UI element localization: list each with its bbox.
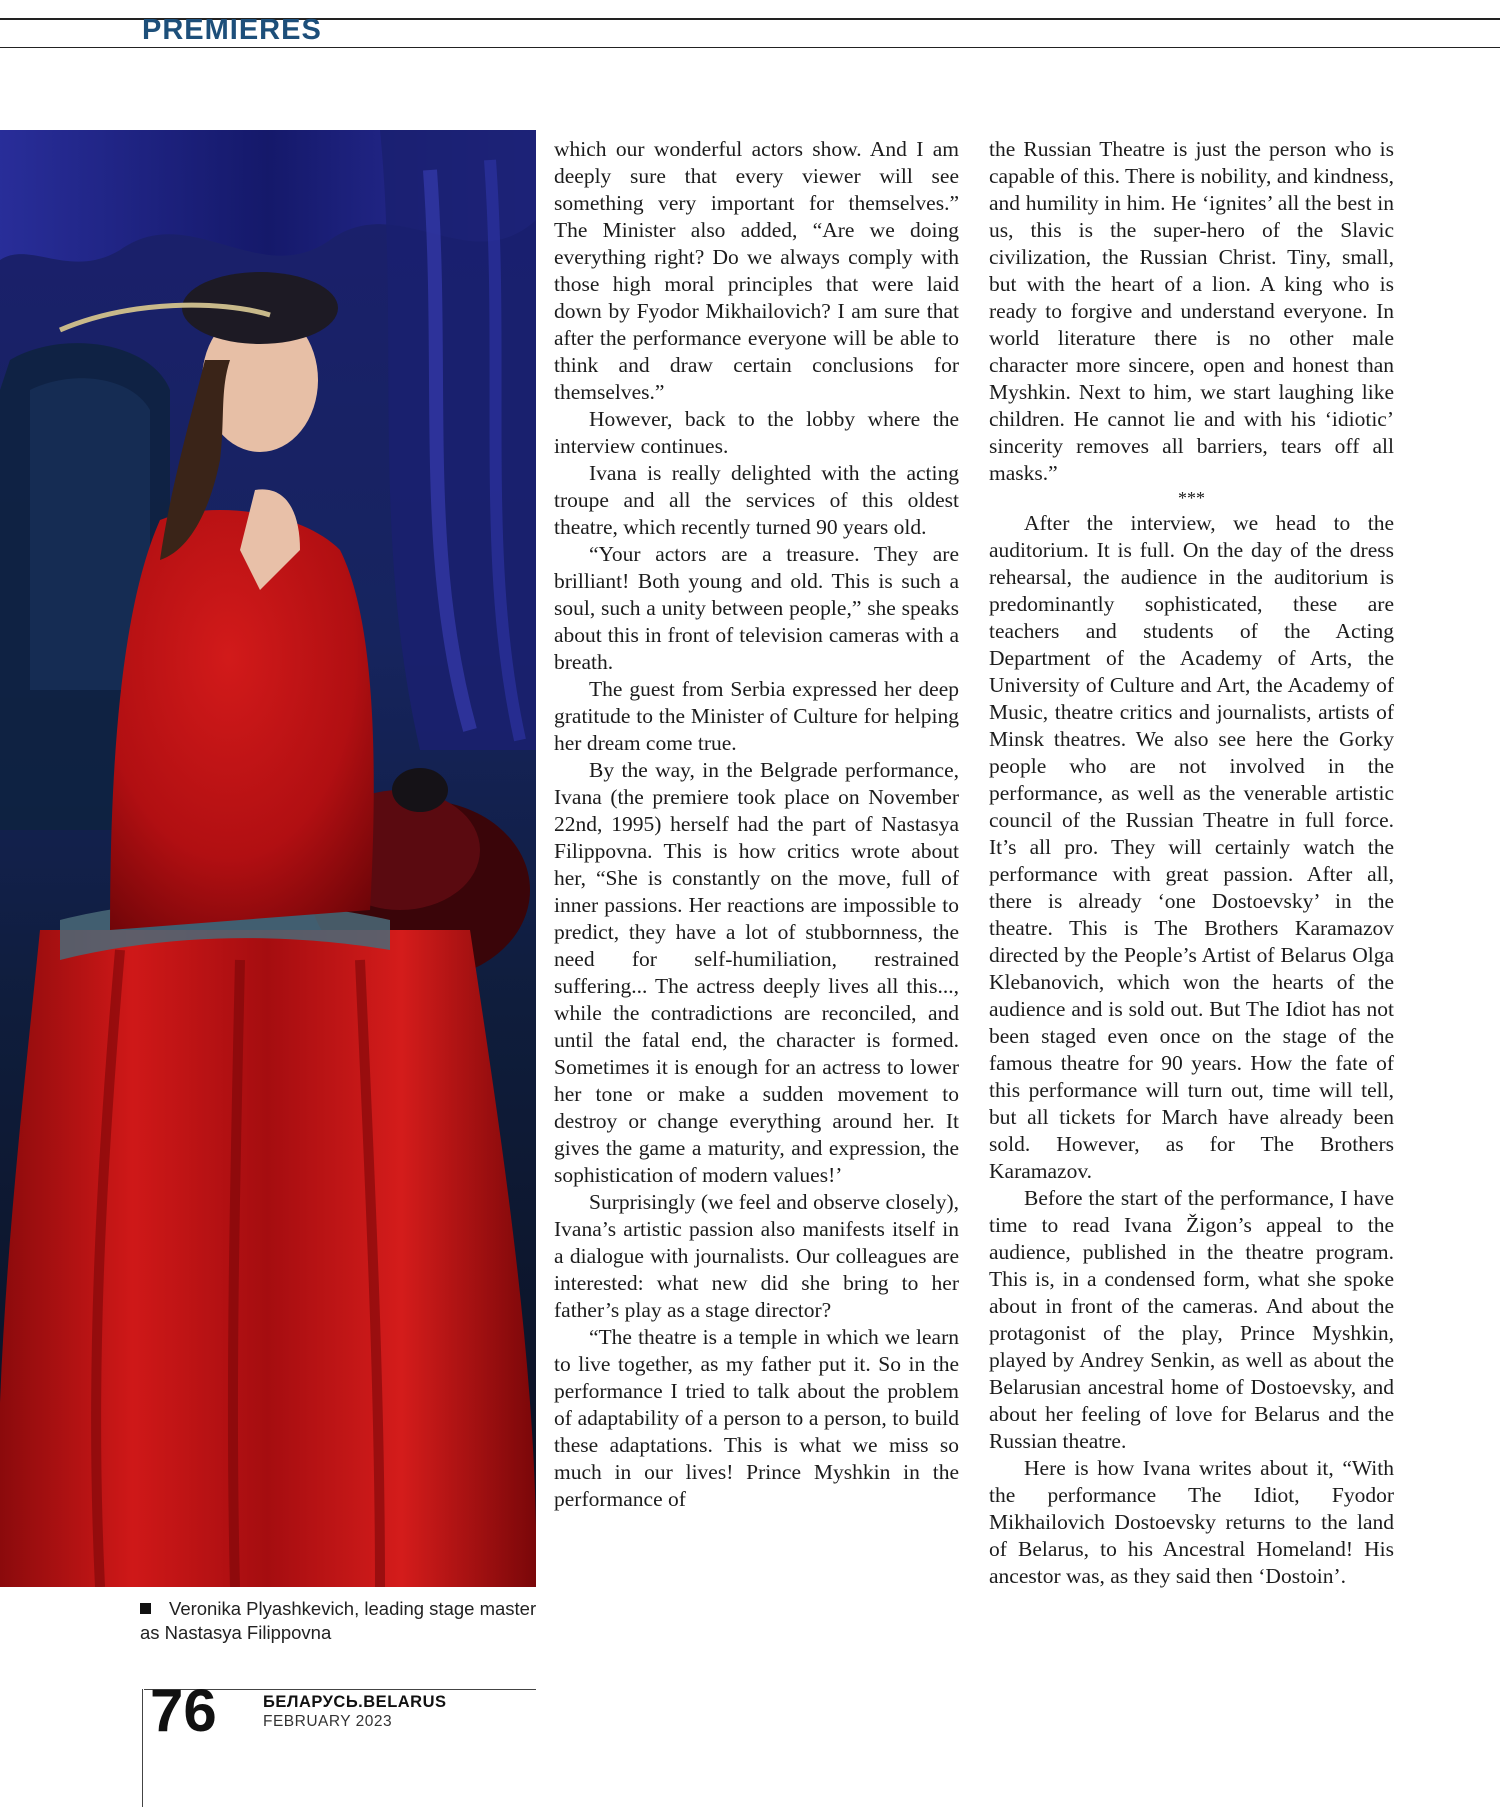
- article-column-1: [554, 136, 959, 1513]
- paragraph: Ivana is really delighted with the acting troupe and all the services of this oldest theatre, which recently turned 90 years old.: [554, 461, 959, 539]
- paragraph: “Your actors are a treasure. They are brilliant! Both young and old. This is such a soul, such a unity between people,” she speaks about this in front of television cameras with a breath.: [554, 542, 959, 674]
- stage-photo: [0, 130, 536, 1587]
- caption-text: Veronika Plyashkevich, leading stage master as Nastasya Filippovna: [140, 1598, 537, 1643]
- section-title: PREMIERES: [142, 14, 322, 46]
- caption-bullet: [140, 1603, 151, 1614]
- header-rule-lower: [0, 47, 1500, 48]
- paragraph: Surprisingly (we feel and observe closely), Ivana’s artistic passion also manifests itself in a dialogue with journalists. Our colleagues are interested: what new did she bring to her father’s play as a stage director?: [554, 1190, 959, 1322]
- article-column-2: [989, 136, 1394, 1590]
- page-number: 76: [150, 1677, 217, 1744]
- section-break: ***: [1178, 488, 1205, 508]
- paragraph: Here is how Ivana writes about it, “With the performance The Idiot, Fyodor Mikhailovich Dostoevsky returns to the land of Belarus, to his Ancestral Homeland! His ancestor was, as they said then ‘Dostoin’.: [989, 1456, 1394, 1588]
- issue-date: FEBRUARY 2023: [263, 1713, 393, 1730]
- photo-caption: [140, 1597, 540, 1645]
- paragraph: Before the start of the performance, I have time to read Ivana Žigon’s appeal to the audience, published in the theatre program. This is, in a condensed form, what she spoke about in front of the cameras. And about the protagonist of the play, Prince Myshkin, played by Andrey Senkin, as well as about the Belarusian ancestral home of Dostoevsky, and about her feeling of love for Belarus and the Russian theatre.: [989, 1186, 1394, 1453]
- paragraph: which our wonderful actors show. And I am deeply sure that every viewer will see something very important for themselves.” The Minister also added, “Are we doing everything right? Do we always comply with those high moral principles that were laid down by Fyodor Mikhailovich? I am sure that after the performance everyone will be able to think and draw certain conclusions for themselves.”: [554, 137, 959, 404]
- paragraph: After the interview, we head to the auditorium. It is full. On the day of the dress rehearsal, the audience in the auditorium is predominantly sophisticated, these are teachers and students of the Acting Department of the Academy of Arts, the University of Culture and Art, the Academy of Music, theatre critics and journalists, artists of Minsk theatres. We also see here the Gorky people who are not involved in the performance, as well as the venerable artistic council of the Russian Theatre in full force. It’s all pro. They will certainly watch the performance with great passion. After all, there is already ‘one Dostoevsky’ in the theatre. This is The Brothers Karamazov directed by the People’s Artist of Belarus Olga Klebanovich, which won the hearts of the audience and is sold out. But The Idiot has not been staged even once on the stage of the famous theatre for 90 years. How the fate of this performance will turn out, time will tell, but all tickets for March have already been sold. However, as for The Brothers Karamazov.: [989, 511, 1394, 1183]
- footer-vertical-rule: [142, 1689, 143, 1807]
- paragraph: The guest from Serbia expressed her deep gratitude to the Minister of Culture for helping her dream come true.: [554, 677, 959, 755]
- magazine-name: БЕЛАРУСЬ.BELARUS: [263, 1693, 447, 1711]
- paragraph: “The theatre is a temple in which we learn to live together, as my father put it. So in the performance I tried to talk about the problem of adaptability of a person to a person, to build these adaptations. This is what we miss so much in our lives! Prince Myshkin in the performance of: [554, 1325, 959, 1511]
- paragraph: By the way, in the Belgrade performance, Ivana (the premiere took place on November 22nd, 1995) herself had the part of Nastasya Filippovna. This is how critics wrote about her, “She is constantly on the move, full of inner passions. Her reactions are impossible to predict, they have a lot of stubbornness, the need for self-humiliation, restrained suffering... The actress deeply lives all this..., while the contradictions are reconciled, and until the fatal end, the character is formed. Sometimes it is enough for an actress to lower her tone or make a sudden movement to destroy or change everything around her. It gives the game a maturity, and expression, the sophistication of modern values!’: [554, 758, 959, 1187]
- paragraph: the Russian Theatre is just the person who is capable of this. There is nobility, and kindness, and humility in him. He ‘ignites’ all the best in us, this is the super-hero of the Slavic civilization, the Russian Christ. Tiny, small, but with the heart of a lion. A king who is ready to forgive and understand everyone. In world literature there is no other male character more sincere, open and honest than Myshkin. Next to him, we start laughing like children. He cannot lie and with his ‘idiotic’ sincerity removes all barriers, tears off all masks.”: [989, 137, 1394, 485]
- paragraph: However, back to the lobby where the interview continues.: [554, 407, 959, 458]
